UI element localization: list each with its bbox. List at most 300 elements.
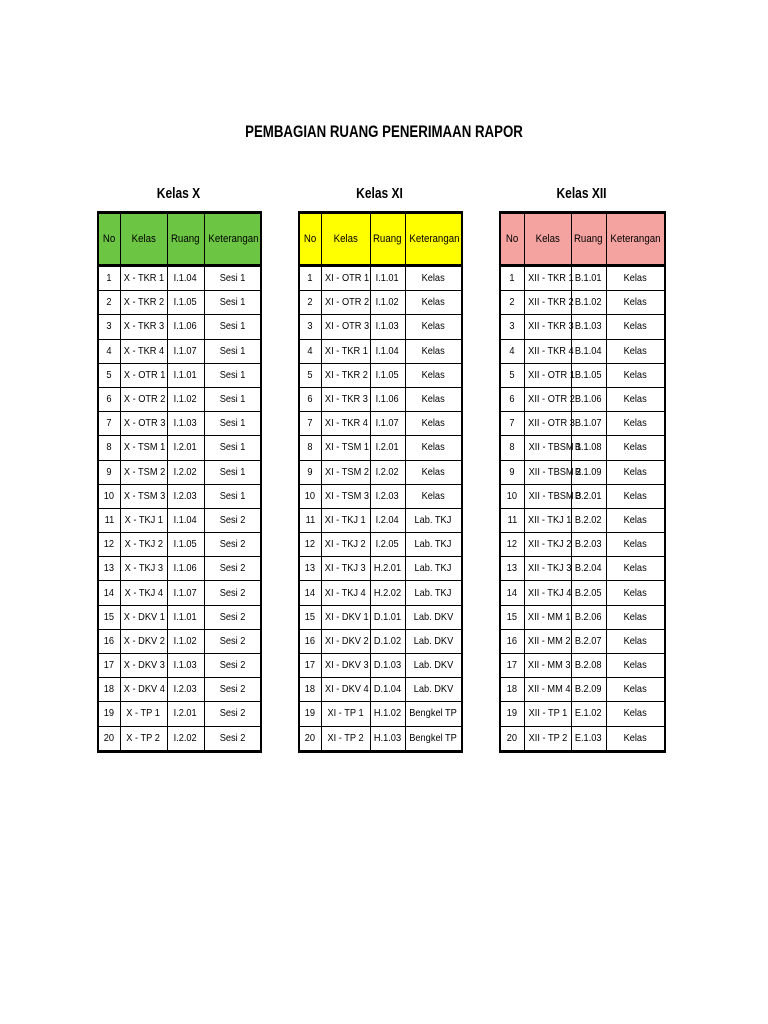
cell-no [500, 508, 524, 532]
cell-no-text: 4 [106, 344, 112, 357]
cell-keterangan-text: Lab. DKV [413, 610, 454, 623]
cell-no [500, 266, 524, 291]
cell-no [98, 339, 120, 363]
table-row [500, 678, 665, 702]
cell-kelas-text: XI - TSM 2 [324, 465, 369, 478]
table-row [98, 508, 261, 532]
table-row [98, 678, 261, 702]
cell-kelas-text: XI - DKV 1 [324, 610, 369, 623]
table-row [299, 387, 462, 411]
cell-no-text: 12 [507, 538, 518, 551]
cell-kelas [120, 412, 167, 436]
cell-kelas [321, 581, 370, 605]
cell-kelas-text: XII - TKJ 2 [527, 538, 571, 551]
cell-ruang-text: I.2.03 [173, 489, 198, 502]
cell-ruang-text: I.2.02 [173, 731, 198, 744]
cell-no-text: 20 [507, 731, 518, 744]
cell-kelas-text: XII - MM 4 [527, 683, 571, 696]
cell-kelas [321, 508, 370, 532]
cell-keterangan-text: Kelas [623, 296, 647, 309]
cell-kelas [120, 533, 167, 557]
cell-kelas [120, 605, 167, 629]
cell-no [299, 702, 321, 726]
cell-ruang-text: B.2.04 [575, 562, 602, 575]
cell-ruang-text: B.2.07 [575, 634, 602, 647]
cell-keterangan-text: Kelas [623, 320, 647, 333]
cell-no [299, 266, 321, 291]
cell-no-text: 2 [106, 296, 112, 309]
cell-kelas [524, 508, 571, 532]
cell-ruang [571, 726, 606, 751]
cell-keterangan-text: Kelas [623, 634, 647, 647]
cell-kelas-text: XII - MM 2 [527, 634, 571, 647]
cell-no-text: 1 [307, 272, 313, 285]
cell-keterangan-text: Kelas [623, 489, 647, 502]
cell-kelas-text: XI - TKJ 3 [325, 562, 366, 575]
cell-keterangan-text: Bengkel TP [409, 731, 458, 744]
heading-kelas-xii: Kelas XII [556, 185, 607, 202]
column-header-label: Ruang [171, 233, 200, 245]
cell-no [98, 508, 120, 532]
cell-kelas [120, 387, 167, 411]
header-row [299, 213, 462, 266]
table-row [299, 654, 462, 678]
cell-ruang-text: I.1.05 [375, 368, 400, 381]
cell-keterangan-text: Kelas [421, 320, 445, 333]
cell-no [98, 605, 120, 629]
cell-kelas-text: XI - OTR 3 [324, 320, 369, 333]
cell-keterangan [405, 484, 462, 508]
cell-keterangan [204, 581, 261, 605]
table-kelas-xi [298, 211, 463, 753]
cell-ruang [167, 508, 204, 532]
cell-keterangan-text: Lab. TKJ [414, 538, 452, 551]
cell-keterangan-text: Sesi 1 [219, 344, 246, 357]
cell-kelas [120, 436, 167, 460]
cell-ruang-text: B.1.05 [575, 368, 602, 381]
cell-no [299, 387, 321, 411]
cell-ruang [167, 654, 204, 678]
cell-keterangan-text: Kelas [623, 441, 647, 454]
column-header-label: Kelas [333, 233, 358, 245]
cell-kelas-text: XI - TKR 1 [324, 344, 368, 357]
cell-keterangan-text: Bengkel TP [409, 707, 458, 720]
cell-kelas-text: XII - OTR 3 [527, 417, 575, 430]
cell-ruang-text: B.1.01 [575, 272, 602, 285]
cell-keterangan [204, 557, 261, 581]
cell-no-text: 18 [104, 683, 115, 696]
cell-ruang-text: I.1.05 [173, 538, 198, 551]
table-row [500, 436, 665, 460]
cell-no [500, 557, 524, 581]
cell-kelas [120, 363, 167, 387]
cell-kelas [120, 678, 167, 702]
cell-ruang [370, 484, 405, 508]
cell-ruang-text: I.2.02 [375, 465, 400, 478]
cell-ruang [571, 315, 606, 339]
cell-kelas-text: XII - MM 1 [527, 610, 571, 623]
cell-keterangan-text: Sesi 2 [219, 731, 246, 744]
cell-no-text: 5 [307, 368, 313, 381]
cell-no [500, 412, 524, 436]
table-row [500, 533, 665, 557]
cell-kelas [321, 412, 370, 436]
cell-no [500, 726, 524, 751]
cell-keterangan [606, 702, 665, 726]
cell-kelas-text: XI - TSM 1 [324, 441, 369, 454]
table-row [299, 315, 462, 339]
cell-kelas [120, 726, 167, 751]
cell-no-text: 5 [509, 368, 515, 381]
table-row [500, 654, 665, 678]
cell-ruang [167, 266, 204, 291]
cell-no-text: 16 [305, 634, 316, 647]
cell-keterangan [606, 557, 665, 581]
cell-keterangan [204, 726, 261, 751]
cell-keterangan-text: Kelas [623, 513, 647, 526]
cell-kelas [524, 339, 574, 363]
cell-ruang-text: B.2.08 [575, 659, 602, 672]
cell-keterangan-text: Kelas [623, 417, 647, 430]
column-header-label: Ruang [574, 233, 603, 245]
cell-keterangan [204, 460, 261, 484]
cell-no [98, 581, 120, 605]
cell-ruang-text: B.1.04 [575, 344, 602, 357]
cell-ruang-text: B.1.07 [575, 417, 602, 430]
table-row [500, 605, 665, 629]
cell-kelas-text: XII - TKJ 4 [527, 586, 571, 599]
cell-no-text: 6 [106, 393, 112, 406]
cell-kelas [524, 581, 571, 605]
cell-no [299, 291, 321, 315]
cell-keterangan-text: Kelas [623, 272, 647, 285]
cell-kelas-text: X - TKJ 3 [124, 562, 163, 575]
table-row [500, 460, 665, 484]
cell-kelas-text: XI - TKR 4 [324, 417, 368, 430]
cell-kelas [321, 726, 370, 751]
cell-no [98, 654, 120, 678]
cell-no [98, 412, 120, 436]
column-header-label: No [506, 233, 519, 245]
cell-no [500, 484, 524, 508]
cell-ruang [370, 678, 405, 702]
cell-ruang [167, 702, 204, 726]
cell-kelas-text: XI - TP 2 [327, 731, 364, 744]
cell-no-text: 8 [509, 441, 515, 454]
cell-kelas-text: XI - TKR 2 [324, 368, 368, 381]
cell-kelas [321, 315, 370, 339]
cell-ruang-text: I.1.07 [375, 417, 400, 430]
cell-no [500, 339, 524, 363]
table-row [98, 291, 261, 315]
table-row [98, 629, 261, 653]
heading-kelas-x: Kelas X [156, 185, 201, 202]
cell-ruang-text: I.1.04 [173, 272, 198, 285]
cell-kelas [120, 460, 167, 484]
cell-ruang [571, 508, 606, 532]
cell-ruang-text: E.1.03 [575, 731, 602, 744]
cell-ruang [571, 363, 606, 387]
cell-kelas-text: X - TKJ 2 [124, 538, 163, 551]
cell-no [500, 533, 524, 557]
column-header-keterangan [204, 213, 261, 266]
cell-ruang [167, 533, 204, 557]
cell-ruang [370, 654, 405, 678]
table-row [299, 581, 462, 605]
cell-no [98, 460, 120, 484]
cell-no-text: 12 [305, 538, 316, 551]
cell-kelas [524, 605, 571, 629]
table-row [500, 291, 665, 315]
cell-ruang [167, 387, 204, 411]
cell-no-text: 5 [106, 368, 112, 381]
cell-no-text: 18 [507, 683, 518, 696]
cell-keterangan-text: Sesi 1 [219, 393, 246, 406]
cell-keterangan-text: Kelas [421, 368, 445, 381]
cell-ruang [167, 605, 204, 629]
cell-no [98, 387, 120, 411]
table-row [299, 533, 462, 557]
cell-no-text: 3 [307, 320, 313, 333]
cell-keterangan [606, 363, 665, 387]
cell-keterangan [405, 678, 462, 702]
cell-keterangan-text: Sesi 1 [219, 489, 246, 502]
cell-keterangan-text: Sesi 1 [219, 296, 246, 309]
cell-keterangan [204, 387, 261, 411]
cell-keterangan-text: Kelas [623, 731, 647, 744]
table-row [299, 266, 462, 291]
cell-kelas [321, 629, 370, 653]
cell-kelas [524, 460, 581, 484]
cell-ruang [571, 460, 606, 484]
cell-keterangan [606, 654, 665, 678]
cell-no-text: 6 [509, 393, 515, 406]
cell-keterangan-text: Lab. DKV [413, 659, 454, 672]
cell-ruang [370, 315, 405, 339]
cell-ruang [370, 581, 405, 605]
cell-kelas-text: X - OTR 3 [123, 417, 165, 430]
cell-ruang [571, 387, 606, 411]
cell-keterangan [405, 363, 462, 387]
cell-ruang [571, 557, 606, 581]
cell-no-text: 18 [305, 683, 316, 696]
cell-no-text: 20 [305, 731, 316, 744]
cell-keterangan [405, 726, 462, 751]
cell-keterangan [405, 654, 462, 678]
cell-no-text: 11 [305, 513, 316, 526]
cell-keterangan-text: Kelas [421, 272, 445, 285]
cell-no-text: 9 [307, 465, 313, 478]
table-row [500, 339, 665, 363]
cell-keterangan [606, 460, 665, 484]
table-row [500, 266, 665, 291]
cell-kelas-text: X - TKR 4 [123, 344, 164, 357]
cell-kelas [120, 339, 167, 363]
table-row [299, 726, 462, 751]
table-row [299, 702, 462, 726]
column-header-ruang [370, 213, 405, 266]
cell-ruang [167, 678, 204, 702]
cell-no-text: 12 [104, 538, 115, 551]
cell-ruang-text: I.2.03 [375, 489, 400, 502]
cell-keterangan-text: Sesi 1 [219, 320, 246, 333]
column-header-label: Kelas [535, 233, 560, 245]
cell-ruang [370, 533, 405, 557]
column-header-no [98, 213, 120, 266]
cell-kelas-text: XII - TKR 2 [527, 296, 574, 309]
cell-no [500, 581, 524, 605]
cell-keterangan [204, 678, 261, 702]
table-row [500, 629, 665, 653]
cell-keterangan [204, 508, 261, 532]
table-row [500, 508, 665, 532]
cell-kelas [524, 726, 571, 751]
cell-ruang [370, 339, 405, 363]
cell-ruang-text: H.2.01 [373, 562, 402, 575]
cell-ruang-text: B.1.08 [575, 441, 602, 454]
table-row [98, 266, 261, 291]
cell-kelas-text: XI - TKR 3 [324, 393, 368, 406]
cell-no-text: 3 [509, 320, 515, 333]
cell-ruang [370, 629, 405, 653]
cell-ruang [370, 508, 405, 532]
cell-keterangan-text: Kelas [623, 393, 647, 406]
cell-keterangan [405, 460, 462, 484]
cell-keterangan [405, 629, 462, 653]
cell-keterangan-text: Kelas [623, 659, 647, 672]
cell-kelas [524, 266, 574, 291]
cell-no-text: 20 [104, 731, 115, 744]
cell-keterangan [606, 508, 665, 532]
cell-ruang-text: B.1.09 [575, 465, 602, 478]
cell-kelas-text: X - DKV 2 [123, 634, 165, 647]
cell-keterangan [405, 557, 462, 581]
cell-kelas [321, 557, 370, 581]
cell-kelas [321, 387, 370, 411]
cell-kelas [524, 678, 571, 702]
cell-ruang [571, 266, 606, 291]
cell-kelas [120, 654, 167, 678]
table-row [299, 557, 462, 581]
table-row [500, 315, 665, 339]
cell-kelas-text: XI - TSM 3 [324, 489, 369, 502]
cell-no [500, 629, 524, 653]
cell-no [98, 726, 120, 751]
cell-kelas [524, 629, 571, 653]
column-header-label: No [103, 233, 116, 245]
cell-kelas-text: X - TKR 1 [123, 272, 164, 285]
cell-no-text: 1 [106, 272, 112, 285]
cell-no-text: 13 [305, 562, 316, 575]
cell-keterangan-text: Kelas [623, 610, 647, 623]
cell-ruang-text: I.2.02 [173, 465, 198, 478]
cell-no-text: 16 [104, 634, 115, 647]
cell-keterangan [204, 484, 261, 508]
cell-ruang-text: B.2.06 [575, 610, 602, 623]
cell-ruang-text: I.2.04 [375, 513, 400, 526]
cell-keterangan [606, 291, 665, 315]
cell-kelas-text: XII - TBSM 2 [528, 465, 581, 478]
cell-kelas-text: XII - TKR 4 [527, 344, 574, 357]
table-row [98, 605, 261, 629]
cell-no-text: 15 [305, 610, 316, 623]
cell-kelas-text: XII - OTR 2 [527, 393, 575, 406]
cell-keterangan [606, 412, 665, 436]
cell-ruang-text: I.1.01 [173, 610, 198, 623]
cell-kelas-text: XII - TKR 1 [527, 272, 574, 285]
table-row [98, 654, 261, 678]
cell-keterangan [405, 339, 462, 363]
cell-kelas-text: X - DKV 3 [123, 659, 165, 672]
cell-keterangan-text: Kelas [623, 344, 647, 357]
table-row [500, 363, 665, 387]
cell-keterangan-text: Sesi 2 [219, 586, 246, 599]
cell-keterangan [204, 654, 261, 678]
cell-keterangan [204, 436, 261, 460]
cell-ruang-text: I.1.05 [173, 296, 198, 309]
cell-kelas [321, 363, 370, 387]
cell-keterangan [606, 484, 665, 508]
cell-kelas-text: XI - TP 1 [327, 707, 364, 720]
cell-kelas-text: X - TKR 2 [123, 296, 164, 309]
cell-no [299, 436, 321, 460]
cell-keterangan [606, 315, 665, 339]
table-row [98, 557, 261, 581]
cell-keterangan-text: Sesi 2 [219, 634, 246, 647]
cell-ruang-text: B.2.03 [575, 538, 602, 551]
table-kelas-x [97, 211, 262, 753]
cell-keterangan-text: Sesi 2 [219, 683, 246, 696]
table-row [500, 484, 665, 508]
cell-ruang-text: B.2.02 [575, 513, 602, 526]
cell-no [98, 702, 120, 726]
cell-keterangan [204, 702, 261, 726]
cell-ruang-text: I.1.06 [375, 393, 400, 406]
cell-keterangan [606, 581, 665, 605]
cell-ruang [167, 629, 204, 653]
cell-ruang-text: I.1.07 [173, 586, 198, 599]
cell-ruang-text: I.1.04 [173, 513, 198, 526]
cell-keterangan-text: Lab. TKJ [414, 586, 452, 599]
cell-kelas [120, 508, 167, 532]
cell-ruang [167, 726, 204, 751]
cell-kelas [524, 363, 575, 387]
cell-keterangan [606, 436, 665, 460]
cell-ruang-text: B.1.02 [575, 296, 602, 309]
cell-kelas-text: XII - OTR 1 [527, 368, 575, 381]
cell-kelas-text: XII - TBSM 1 [528, 441, 581, 454]
cell-keterangan-text: Sesi 1 [219, 417, 246, 430]
cell-ruang-text: H.1.03 [373, 731, 402, 744]
cell-no-text: 9 [106, 465, 112, 478]
cell-no [98, 629, 120, 653]
cell-kelas [120, 266, 167, 291]
cell-no-text: 8 [307, 441, 313, 454]
cell-no-text: 7 [509, 417, 515, 430]
cell-ruang-text: I.1.02 [173, 393, 198, 406]
cell-ruang [571, 678, 606, 702]
cell-kelas-text: X - TSM 3 [123, 489, 165, 502]
cell-kelas-text: XI - TKJ 1 [325, 513, 366, 526]
cell-no-text: 10 [507, 489, 518, 502]
cell-ruang [167, 291, 204, 315]
column-header-kelas [524, 213, 571, 266]
cell-ruang [571, 484, 606, 508]
table-row [500, 557, 665, 581]
cell-no-text: 4 [509, 344, 515, 357]
cell-no [299, 581, 321, 605]
cell-keterangan [204, 339, 261, 363]
